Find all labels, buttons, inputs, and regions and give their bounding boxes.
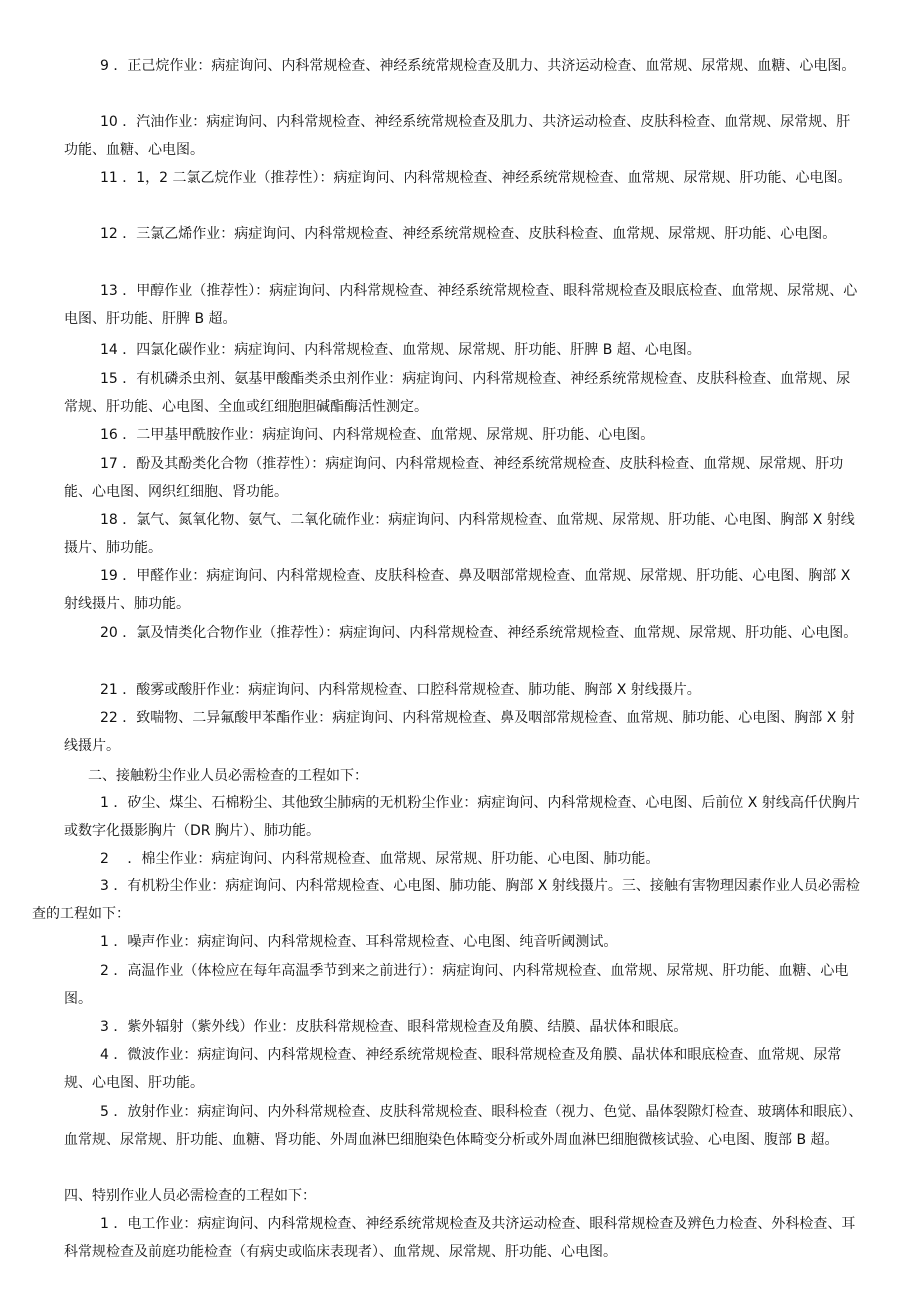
- item-14-carbon-tetrachloride: 14 ．四氯化碳作业：病症询问、内科常规检查、血常规、尿常规、肝功能、肝脾 B 超、心电图。: [100, 342, 701, 358]
- special-item-1-electrician: 1 ．电工作业：病症询问、内科常规检查、神经系统常规检查及共济运动检查、眼科常规检查及辨色力检查、外科检查、耳科常规检查及前庭功能检查（有病史或临床表现者）、血常规、尿常规、肝功能、心电图。: [64, 1216, 856, 1260]
- section-heading-special: 四、特别作业人员必需检查的工程如下：: [64, 1188, 316, 1204]
- physical-item-1-noise: 1 ．噪声作业：病症询问、内科常规检查、耳科常规检查、心电图、纯音听阈测试。: [100, 934, 618, 950]
- item-13-methanol: 13 ．甲醇作业（推荐性）：病症询问、内科常规检查、神经系统常规检查、眼科常规检查及眼底检查、血常规、尿常规、心电图、肝功能、肝脾 B 超。: [64, 283, 858, 327]
- item-11-dichloroethane: 11 ．1，2 二氯乙烷作业（推荐性）：病症询问、内科常规检查、神经系统常规检查、血常规、尿常规、肝功能、心电图。: [100, 170, 852, 186]
- item-21-acid-mist: 21 ．酸雾或酸肝作业：病症询问、内科常规检查、口腔科常规检查、肺功能、胸部 X 射线摄片。: [100, 682, 701, 698]
- item-9-hexane: 9 ．正己烷作业：病症询问、内科常规检查、神经系统常规检查及肌力、共济运动检查、血常规、尿常规、血糖、心电图。: [100, 58, 856, 74]
- item-16-dimethylformamide: 16 ．二甲基甲酰胺作业：病症询问、内科常规检查、血常规、尿常规、肝功能、心电图。: [100, 427, 655, 443]
- item-12-trichloroethylene: 12 ．三氯乙烯作业：病症询问、内科常规检查、神经系统常规检查、皮肤科检查、血常规、尿常规、肝功能、心电图。: [100, 226, 837, 242]
- item-18-chlorine-gases: 18 ．氯气、氮氧化物、氨气、二氧化硫作业：病症询问、内科常规检查、血常规、尿常规、肝功能、心电图、胸部 X 射线摄片、肺功能。: [64, 512, 855, 556]
- physical-item-4-microwave: 4 ．微波作业：病症询问、内科常规检查、神经系统常规检查、眼科常规检查及角膜、晶状体和眼底检查、血常规、尿常规、心电图、肝功能。: [64, 1047, 842, 1091]
- physical-item-3-ultraviolet: 3 ．紫外辐射（紫外线）作业：皮肤科常规检查、眼科常规检查及角膜、结膜、晶状体和眼底。: [100, 1019, 688, 1035]
- item-10-gasoline: 10 ．汽油作业：病症询问、内科常规检查、神经系统常规检查及肌力、共济运动检查、皮肤科检查、血常规、尿常规、肝功能、血糖、心电图。: [64, 114, 851, 158]
- physical-item-5-radiation: 5 ．放射作业：病症询问、内外科常规检查、皮肤科常规检查、眼科检查（视力、色觉、晶体裂隙灯检查、玻璃体和眼底）、血常规、尿常规、肝功能、血糖、肾功能、外周血淋巴细胞染色体畸变分析或外周血淋巴细胞微核试验、心电图、腹部 B 超。: [64, 1104, 863, 1148]
- dust-item-1-silica: 1 ．矽尘、煤尘、石棉粉尘、其他致尘肺病的无机粉尘作业：病症询问、内科常规检查、心电图、后前位 X 射线高仟伏胸片或数字化摄影胸片（DR 胸片）、肺功能。: [64, 795, 860, 839]
- section-heading-dust: 二、接触粉尘作业人员必需检查的工程如下：: [88, 768, 368, 784]
- physical-item-2-heat: 2 ．高温作业（体检应在每年高温季节到来之前进行）：病症询问、内科常规检查、血常规、尿常规、肝功能、血糖、心电图。: [64, 963, 849, 1007]
- item-19-formaldehyde: 19 ．甲醛作业：病症询问、内科常规检查、皮肤科检查、鼻及咽部常规检查、血常规、尿常规、肝功能、心电图、胸部 X 射线摄片、肺功能。: [64, 568, 851, 612]
- item-22-asthmagens: 22 ．致喘物、二异氟酸甲苯酯作业：病症询问、内科常规检查、鼻及咽部常规检查、血常规、肺功能、心电图、胸部 X 射线摄片。: [64, 710, 855, 754]
- item-20-chloro-compounds: 20 ．氯及情类化合物作业（推荐性）：病症询问、内科常规检查、神经系统常规检查、血常规、尿常规、肝功能、心电图。: [100, 625, 858, 641]
- dust-item-2-cotton: 2 ．棉尘作业：病症询问、内科常规检查、血常规、尿常规、肝功能、心电图、肺功能。: [100, 851, 660, 867]
- item-17-phenol: 17 ．酚及其酚类化合物（推荐性）：病症询问、内科常规检查、神经系统常规检查、皮肤科检查、血常规、尿常规、肝功能、心电图、网织红细胞、肾功能。: [64, 456, 844, 500]
- item-15-pesticides: 15 ．有机磷杀虫剂、氨基甲酸酯类杀虫剂作业：病症询问、内科常规检查、神经系统常规检查、皮肤科检查、血常规、尿常规、肝功能、心电图、全血或红细胞胆碱酯酶活性测定。: [64, 371, 851, 415]
- dust-item-3-organic: 3 ．有机粉尘作业：病症询问、内科常规检查、心电图、肺功能、胸部 X 射线摄片。三、接触有害物理因素作业人员必需检查的工程如下：: [32, 878, 860, 922]
